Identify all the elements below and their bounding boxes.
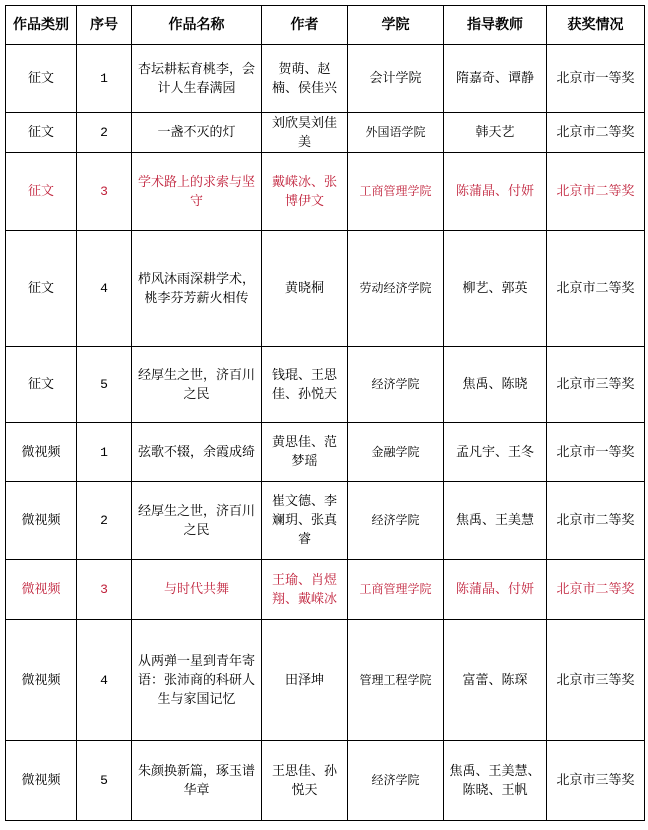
cell-author: 钱琨、王思佳、孙悦天: [262, 347, 348, 423]
cell-category: 征文: [6, 113, 77, 153]
cell-advisor: 隋嘉奇、谭静: [444, 45, 547, 113]
cell-college: 会计学院: [348, 45, 444, 113]
cell-title: 弦歌不辍，余霞成绮: [132, 423, 262, 482]
cell-number: 1: [77, 423, 132, 482]
cell-author: 崔文德、李斓玥、张真睿: [262, 482, 348, 560]
cell-number: 1: [77, 45, 132, 113]
cell-title: 经厚生之世，济百川之民: [132, 347, 262, 423]
table-row: [6, 113, 645, 153]
cell-title: 从两弹一星到青年寄语：张沛商的科研人生与家国记忆: [132, 620, 262, 741]
cell-advisor: 韩天艺: [444, 113, 547, 153]
table-row: [6, 620, 645, 741]
cell-author: 黄思佳、范梦瑶: [262, 423, 348, 482]
table-row: [6, 741, 645, 821]
cell-advisor: 陈蒲晶、付妍: [444, 153, 547, 231]
cell-category: 征文: [6, 45, 77, 113]
table-row: [6, 423, 645, 482]
cell-category: 微视频: [6, 560, 77, 620]
cell-number: 2: [77, 113, 132, 153]
header-number: 序号: [77, 6, 132, 45]
table-row: [6, 347, 645, 423]
cell-number: 3: [77, 153, 132, 231]
header-row: [6, 6, 645, 45]
table-row: [6, 482, 645, 560]
cell-award: 北京市一等奖: [547, 423, 645, 482]
table-row-highlighted: [6, 153, 645, 231]
cell-college: 工商管理学院: [348, 153, 444, 231]
cell-author: 黄晓桐: [262, 231, 348, 347]
cell-category: 微视频: [6, 620, 77, 741]
header-title: 作品名称: [132, 6, 262, 45]
cell-title: 经厚生之世，济百川之民: [132, 482, 262, 560]
header-category: 作品类别: [6, 6, 77, 45]
cell-title: 朱颜换新篇，琢玉谱华章: [132, 741, 262, 821]
cell-award: 北京市三等奖: [547, 741, 645, 821]
cell-college: 劳动经济学院: [348, 231, 444, 347]
cell-award: 北京市二等奖: [547, 153, 645, 231]
cell-award: 北京市二等奖: [547, 113, 645, 153]
cell-college: 外国语学院: [348, 113, 444, 153]
cell-title: 杏坛耕耘育桃李，会计人生春满园: [132, 45, 262, 113]
cell-author: 田泽坤: [262, 620, 348, 741]
cell-category: 微视频: [6, 741, 77, 821]
cell-title: 学术路上的求索与坚守: [132, 153, 262, 231]
cell-advisor: 焦禹、王美慧、陈晓、王帆: [444, 741, 547, 821]
cell-college: 工商管理学院: [348, 560, 444, 620]
cell-college: 经济学院: [348, 741, 444, 821]
cell-number: 2: [77, 482, 132, 560]
cell-award: 北京市三等奖: [547, 620, 645, 741]
cell-advisor: 柳艺、郭英: [444, 231, 547, 347]
table-row: [6, 45, 645, 113]
cell-college: 经济学院: [348, 482, 444, 560]
cell-advisor: 富蕾、陈琛: [444, 620, 547, 741]
cell-number: 5: [77, 741, 132, 821]
cell-advisor: 焦禹、王美慧: [444, 482, 547, 560]
cell-category: 征文: [6, 153, 77, 231]
cell-category: 征文: [6, 347, 77, 423]
cell-college: 经济学院: [348, 347, 444, 423]
cell-author: 王瑜、肖煜翔、戴嵘冰: [262, 560, 348, 620]
cell-award: 北京市二等奖: [547, 231, 645, 347]
cell-award: 北京市三等奖: [547, 347, 645, 423]
header-award: 获奖情况: [547, 6, 645, 45]
cell-number: 4: [77, 620, 132, 741]
header-author: 作者: [262, 6, 348, 45]
awards-table: [5, 5, 645, 821]
header-advisor: 指导教师: [444, 6, 547, 45]
cell-advisor: 陈蒲晶、付妍: [444, 560, 547, 620]
cell-title: 栉风沐雨深耕学术，桃李芬芳薪火相传: [132, 231, 262, 347]
cell-author: 刘欣昊刘佳美: [262, 113, 348, 153]
cell-category: 征文: [6, 231, 77, 347]
cell-number: 5: [77, 347, 132, 423]
cell-number: 4: [77, 231, 132, 347]
cell-advisor: 孟凡宇、王冬: [444, 423, 547, 482]
cell-college: 管理工程学院: [348, 620, 444, 741]
table-row: [6, 231, 645, 347]
cell-author: 戴嵘冰、张博伊文: [262, 153, 348, 231]
cell-author: 王思佳、孙悦天: [262, 741, 348, 821]
cell-category: 微视频: [6, 482, 77, 560]
cell-award: 北京市二等奖: [547, 560, 645, 620]
cell-advisor: 焦禹、陈晓: [444, 347, 547, 423]
cell-title: 一盏不灭的灯: [132, 113, 262, 153]
cell-award: 北京市二等奖: [547, 482, 645, 560]
cell-award: 北京市一等奖: [547, 45, 645, 113]
cell-title: 与时代共舞: [132, 560, 262, 620]
table-row-highlighted: [6, 560, 645, 620]
cell-category: 微视频: [6, 423, 77, 482]
header-college: 学院: [348, 6, 444, 45]
cell-author: 贺萌、赵楠、侯佳兴: [262, 45, 348, 113]
cell-number: 3: [77, 560, 132, 620]
cell-college: 金融学院: [348, 423, 444, 482]
